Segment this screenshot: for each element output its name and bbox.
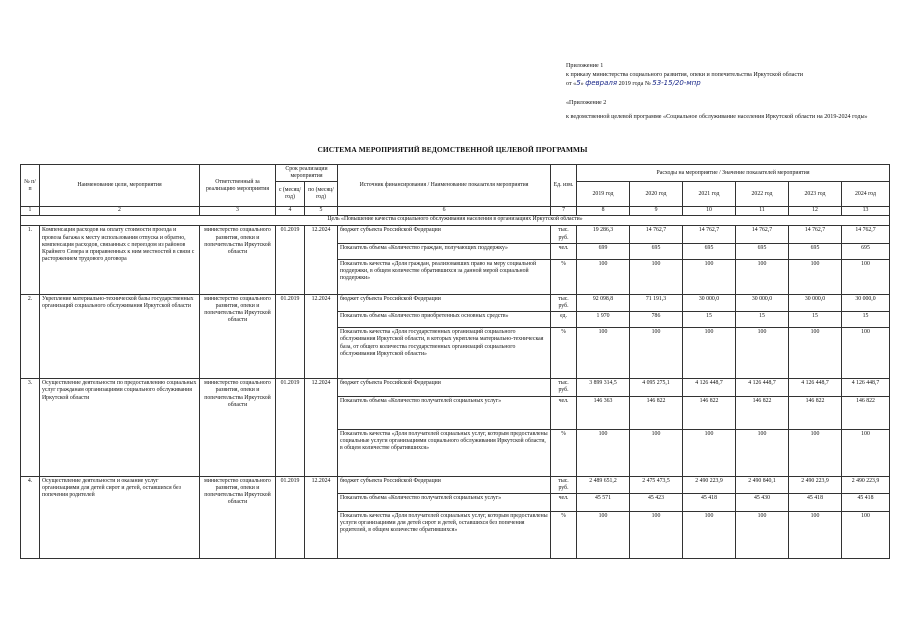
year-value: 14 762,7	[630, 226, 683, 243]
year-value: 2 489 651,2	[577, 476, 630, 493]
activity-responsible: министерство социального развития, опеки и попечительства Иркутской области	[200, 294, 276, 378]
year-value: 100	[577, 512, 630, 559]
year-value: 100	[736, 259, 789, 294]
activity-start: 01.2019	[276, 379, 305, 476]
year-value: 45 423	[630, 494, 683, 512]
indicator-unit: %	[551, 429, 577, 476]
indicator-source: Показатель качества «Доля государственных организаций социального обслуживания Иркутской области, в которых укреплена материально-техническая база, от общего количества государственных организаций социального обслуживания Иркутской области»	[338, 328, 551, 379]
year-value: 45 571	[577, 494, 630, 512]
activity-start: 01.2019	[276, 226, 305, 294]
year-value: 100	[630, 328, 683, 379]
activity-responsible: министерство социального развития, опеки и попечительства Иркутской области	[200, 476, 276, 558]
year-value: 100	[683, 259, 736, 294]
annex-order-ref: к приказу министерства социального развития, опеки и попечительства Иркутской области	[566, 71, 804, 78]
year-value: 71 191,3	[630, 294, 683, 311]
header-unit: Ед. изм.	[551, 165, 577, 207]
year-value: 100	[842, 259, 890, 294]
year-value: 100	[842, 512, 890, 559]
year-value: 2 490 223,9	[683, 476, 736, 493]
year-value: 14 762,7	[736, 226, 789, 243]
annex-block	[566, 62, 896, 122]
header-year: 2019 год	[577, 182, 630, 207]
activity-name: Компенсация расходов на оплату стоимости проезда и провоза багажа к месту использования отпуска и обратно, компенсация расходов, связанных с переездом из районов Крайнего Севера и приравненных к ним местностей в связи с расторжением трудового договора	[40, 226, 200, 294]
year-value: 100	[789, 429, 842, 476]
indicator-unit: тыс. руб.	[551, 476, 577, 493]
year-value: 146 822	[736, 396, 789, 429]
activity-name: Осуществление деятельности по предоставлению социальных услуг гражданам организациями социального обслуживания Иркутской области	[40, 379, 200, 476]
year-value: 30 000,0	[789, 294, 842, 311]
year-value: 695	[736, 243, 789, 259]
indicator-source: Показатель качества «Доля получателей социальных услуг, которым предоставлены услуги организациями для детей сирот и детей, оставшихся без попечения родителей, в общем количестве обратившихся»	[338, 512, 551, 559]
indicator-unit: %	[551, 328, 577, 379]
indicator-unit: %	[551, 259, 577, 294]
year-value: 100	[630, 429, 683, 476]
year-value: 15	[842, 312, 890, 328]
header-responsible: Ответственный за реализацию мероприятия	[200, 165, 276, 207]
year-value: 30 000,0	[842, 294, 890, 311]
header-year: 2020 год	[630, 182, 683, 207]
year-value: 2 490 840,1	[736, 476, 789, 493]
year-value: 146 822	[842, 396, 890, 429]
activity-end: 12.2024	[305, 476, 338, 558]
year-value: 695	[789, 243, 842, 259]
year-value: 100	[842, 429, 890, 476]
column-numbers-row	[21, 207, 890, 216]
annex-title: Приложение 1	[566, 63, 604, 69]
indicator-source: Показатель объема «Количество приобретенных основных средств»	[338, 312, 551, 328]
year-value: 15	[789, 312, 842, 328]
indicator-unit: чел.	[551, 396, 577, 429]
year-value: 146 363	[577, 396, 630, 429]
indicator-source: Показатель качества «Доля получателей социальных услуг, которым предоставлены социальные услуги организациями социального обслуживания Иркутской области, в общем количестве обратившихся»	[338, 429, 551, 476]
header-year: 2024 год	[842, 182, 890, 207]
year-value: 100	[630, 512, 683, 559]
year-value: 4 126 448,7	[736, 379, 789, 396]
activity-responsible: министерство социального развития, опеки и попечительства Иркутской области	[200, 226, 276, 294]
year-value: 146 822	[789, 396, 842, 429]
year-value: 100	[683, 512, 736, 559]
handwritten-day: 5	[576, 79, 581, 88]
activity-number: 2.	[21, 294, 40, 378]
year-value: 45 418	[789, 494, 842, 512]
year-value: 100	[577, 328, 630, 379]
year-value: 30 000,0	[683, 294, 736, 311]
header-expenses: Расходы на мероприятие / Значение показателей мероприятия	[577, 165, 890, 182]
column-number: 11	[736, 207, 789, 216]
annex-subtitle: «Приложение 2	[566, 99, 607, 106]
year-value: 14 762,7	[789, 226, 842, 243]
indicator-unit: чел.	[551, 494, 577, 512]
indicator-unit: ед.	[551, 312, 577, 328]
year-value: 4 126 448,7	[683, 379, 736, 396]
header-period: Срок реализации мероприятия	[276, 165, 338, 182]
column-number: 4	[276, 207, 305, 216]
header-name: Наименование цели, мероприятия	[40, 165, 200, 207]
activity-responsible: министерство социального развития, опеки и попечительства Иркутской области	[200, 379, 276, 476]
year-value: 2 490 223,9	[842, 476, 890, 493]
indicator-source: бюджет субъекта Российской Федерации	[338, 379, 551, 396]
column-number: 8	[577, 207, 630, 216]
year-value: 146 822	[630, 396, 683, 429]
column-number: 5	[305, 207, 338, 216]
year-value: 100	[630, 259, 683, 294]
indicator-source: Показатель объема «Количество граждан, получающих поддержку»	[338, 243, 551, 259]
year-value: 100	[736, 512, 789, 559]
indicator-source: Показатель объема «Количество получателей социальных услуг»	[338, 396, 551, 429]
annex-order-date: от «5» февраля 2019 года № 53-15/20-мпр	[566, 79, 701, 88]
year-value: 19 286,3	[577, 226, 630, 243]
document-title: СИСТЕМА МЕРОПРИЯТИЙ ВЕДОМСТВЕННОЙ ЦЕЛЕВОЙ ПРОГРАММЫ	[317, 145, 588, 154]
column-number: 13	[842, 207, 890, 216]
year-value: 45 430	[736, 494, 789, 512]
annex-program-ref: к ведомственной целевой программе «Социальное обслуживание населения Иркутской области на 2019-2024 годы»	[566, 114, 868, 121]
year-value: 92 098,8	[577, 294, 630, 311]
header-year: 2023 год	[789, 182, 842, 207]
year-value: 146 822	[683, 396, 736, 429]
activity-row	[21, 294, 890, 311]
activity-number: 3.	[21, 379, 40, 476]
column-number: 7	[551, 207, 577, 216]
handwritten-order-number: 53-15/20-мпр	[652, 79, 701, 88]
year-value: 100	[577, 429, 630, 476]
activity-end: 12.2024	[305, 379, 338, 476]
activity-end: 12.2024	[305, 294, 338, 378]
year-value: 1 970	[577, 312, 630, 328]
indicator-source: бюджет субъекта Российской Федерации	[338, 226, 551, 243]
year-value: 100	[842, 328, 890, 379]
column-number: 3	[200, 207, 276, 216]
header-num: № п/п	[21, 165, 40, 207]
handwritten-month: февраля	[585, 79, 618, 88]
year-value: 15	[736, 312, 789, 328]
year-value: 2 475 473,5	[630, 476, 683, 493]
year-value: 4 126 448,7	[842, 379, 890, 396]
year-value: 100	[577, 259, 630, 294]
indicator-source: Показатель объема «Количество получателей социальных услуг»	[338, 494, 551, 512]
activity-row	[21, 379, 890, 396]
header-from: с (месяц/ год)	[276, 182, 305, 207]
year-value: 100	[683, 429, 736, 476]
column-number: 9	[630, 207, 683, 216]
year-value: 30 000,0	[736, 294, 789, 311]
indicator-unit: %	[551, 512, 577, 559]
year-value: 695	[630, 243, 683, 259]
indicator-unit: тыс. руб.	[551, 379, 577, 396]
column-number: 1	[21, 207, 40, 216]
indicator-unit: тыс. руб.	[551, 294, 577, 311]
activity-row	[21, 226, 890, 243]
year-value: 100	[736, 429, 789, 476]
activity-start: 01.2019	[276, 476, 305, 558]
header-to: по (месяц/ год)	[305, 182, 338, 207]
header-year: 2022 год	[736, 182, 789, 207]
goal-text: Цель «Повышение качества социального обслуживания населения в организациях Иркутской области»	[21, 216, 890, 226]
column-number: 6	[338, 207, 551, 216]
indicator-unit: чел.	[551, 243, 577, 259]
year-value: 695	[683, 243, 736, 259]
activity-end: 12.2024	[305, 226, 338, 294]
year-value: 3 899 314,5	[577, 379, 630, 396]
column-number: 2	[40, 207, 200, 216]
year-value: 15	[683, 312, 736, 328]
activity-row	[21, 476, 890, 493]
year-value: 786	[630, 312, 683, 328]
year-value: 14 762,7	[842, 226, 890, 243]
header-year: 2021 год	[683, 182, 736, 207]
indicator-source: Показатель качества «Доля граждан, реализовавших право на меру социальной поддержки, в общем количестве обратившихся за данной мерой социальной поддержки»	[338, 259, 551, 294]
program-table	[20, 164, 890, 559]
activity-number: 1.	[21, 226, 40, 294]
year-value: 699	[577, 243, 630, 259]
year-value: 100	[789, 259, 842, 294]
year-value: 100	[683, 328, 736, 379]
column-number: 10	[683, 207, 736, 216]
year-value: 100	[789, 328, 842, 379]
column-number: 12	[789, 207, 842, 216]
indicator-source: бюджет субъекта Российской Федерации	[338, 294, 551, 311]
year-value: 14 762,7	[683, 226, 736, 243]
year-value: 2 490 223,9	[789, 476, 842, 493]
year-value: 4 095 275,1	[630, 379, 683, 396]
activity-start: 01.2019	[276, 294, 305, 378]
goal-row	[21, 216, 890, 226]
year-value: 100	[789, 512, 842, 559]
indicator-source: бюджет субъекта Российской Федерации	[338, 476, 551, 493]
year-value: 45 418	[842, 494, 890, 512]
activity-name: Укрепление материально-технической базы государственных организаций социального обслуживания Иркутской области	[40, 294, 200, 378]
year-value: 100	[736, 328, 789, 379]
year-value: 45 418	[683, 494, 736, 512]
year-value: 695	[842, 243, 890, 259]
activity-number: 4.	[21, 476, 40, 558]
activity-name: Осуществление деятельности и оказание услуг организациями для детей сирот и детей, оставшихся без попечения родителей	[40, 476, 200, 558]
year-value: 4 126 448,7	[789, 379, 842, 396]
indicator-unit: тыс. руб.	[551, 226, 577, 243]
header-source: Источник финансирования / Наименование показателя мероприятия	[338, 165, 551, 207]
